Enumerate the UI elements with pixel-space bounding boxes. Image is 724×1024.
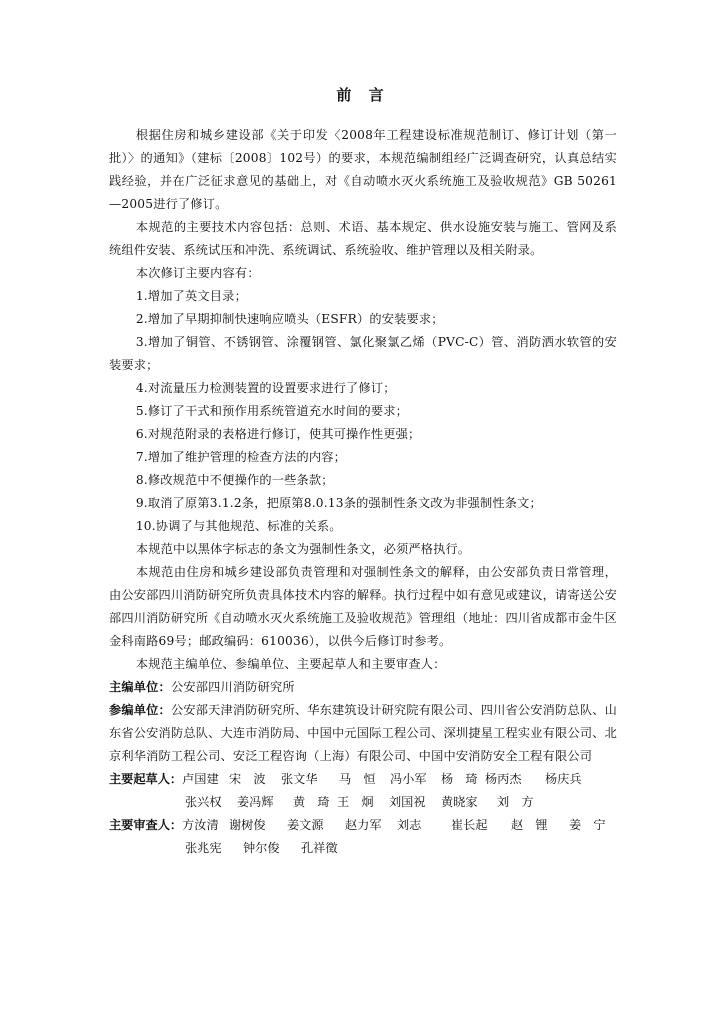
drafter-name: 张文华: [281, 772, 318, 786]
drafters-label-with-first: [109, 768, 229, 791]
chief-unit-label: 主编单位：: [109, 680, 171, 694]
page-title: 前 言: [336, 86, 390, 104]
paragraph-management: 本规范由住房和城乡建设部负责管理和对强制性条文的解释，由公安部负责日常管理，由公安部四川消防研究所负责具体技术内容的解释。执行过程中如有意见或建议，请寄送公安部四川消防研究所《自动喷水灭火系统施工及验收规范》管理组（地址：四川省成都市金牛区金科南路69号；邮政编码：610036），以供今后修订时参考。: [109, 565, 617, 648]
drafter-name: 张兴权: [185, 795, 222, 809]
revision-item: 1.增加了英文目录；: [135, 289, 247, 303]
paragraph-basis: 根据住房和城乡建设部《关于印发〈2008年工程建设标准规范制订、修订计划（第一批）〉的通知》（建标〔2008〕102号）的要求，本规范编制组经广泛调查研究，认真总结实践经验，并在广泛征求意见的基础上，对《自动喷水灭火系统施工及验收规范》GB 50261—2005进行了修订。: [109, 128, 617, 211]
revision-item: 9.取消了原第3.1.2条，把原第8.0.13条的强制性条文改为非强制性条文；: [135, 496, 542, 510]
revision-item: 2.增加了早期抑制快速响应喷头（ESFR）的安装要求；: [135, 312, 444, 326]
reviewer-name: 孔祥徵: [301, 841, 338, 855]
reviewers-label-with-first: [109, 814, 229, 837]
drafters-label: 主要起草人：: [109, 772, 183, 786]
reviewer-name: 姜 宁: [569, 818, 606, 832]
preface-page: [109, 84, 617, 860]
reviewer-name: 方汝清: [182, 818, 219, 832]
drafter-name: 王 炯: [337, 795, 374, 809]
reviewers-label: 主要审查人：: [109, 818, 183, 832]
participating-units: 公安部天津消防研究所、华东建筑设计研究院有限公司、四川省公安消防总队、山东省公安消防总队、大连市消防局、中国中元国际工程公司、深圳捷星工程实业有限公司、北京利华消防工程公司、安泛工程咨询（上海）有限公司、中国中安消防安全工程有限公司: [109, 703, 617, 763]
reviewer-name: 钟尔俊: [243, 841, 280, 855]
drafter-name: 刘国祝: [389, 795, 426, 809]
chief-unit: 公安部四川消防研究所: [170, 680, 295, 694]
revision-item: 8.修改规范中不便操作的一些条款；: [135, 473, 334, 487]
reviewer-name: 崔长起: [451, 818, 488, 832]
revision-item: 3.增加了铜管、不锈钢管、涂覆钢管、氯化聚氯乙烯（PVC-C）管、消防洒水软管的安装要求；: [109, 335, 617, 372]
drafter-name: 卢国建: [182, 772, 219, 786]
drafter-name: 冯小军: [390, 772, 427, 786]
paragraph-roster-intro: 本规范主编单位、参编单位、主要起草人和主要审查人：: [135, 657, 446, 671]
chief-unit-line: [109, 676, 617, 699]
participating-units-line: [109, 699, 617, 768]
drafter-name: 马 恒: [339, 772, 376, 786]
drafter-name: 杨庆兵: [545, 772, 582, 786]
paragraph-content: 本规范的主要技术内容包括：总则、术语、基本规定、供水设施安装与施工、管网及系统组件安装、系统试压和冲洗、系统调试、系统验收、维护管理以及相关附录。: [109, 220, 617, 257]
reviewer-name: 谢树俊: [229, 818, 266, 832]
reviewer-name: 张兆宪: [185, 841, 222, 855]
reviewer-name: 姜文源: [287, 818, 324, 832]
revision-item: 6.对规范附录的表格进行修订，使其可操作性更强；: [135, 427, 421, 441]
drafter-name: 黄晓家: [441, 795, 478, 809]
reviewers-row: [109, 814, 617, 837]
drafter-name: 宋 波: [229, 772, 266, 786]
drafters-row-continued: [109, 791, 617, 814]
revision-item: 5.修订了干式和预作用系统管道充水时间的要求；: [135, 404, 408, 418]
revision-item: 7.增加了维护管理的检查方法的内容；: [135, 450, 347, 464]
reviewer-name: 赵力军: [345, 818, 382, 832]
participating-label: 参编单位：: [109, 703, 171, 717]
paragraph-revisions-intro: 本次修订主要内容有：: [135, 266, 260, 280]
drafter-name: 杨 琦: [441, 772, 478, 786]
revision-item: 4.对流量压力检测装置的设置要求进行了修订；: [135, 381, 396, 395]
reviewers-row-continued: [109, 837, 617, 860]
paragraph-mandatory: 本规范中以黑体字标志的条文为强制性条文，必须严格执行。: [135, 542, 471, 556]
revision-item: 10.协调了与其他规范、标准的关系。: [135, 519, 342, 533]
drafter-name: 黄 琦: [293, 795, 330, 809]
drafter-name: 刘 方: [497, 795, 534, 809]
reviewer-name: 赵 锂: [511, 818, 548, 832]
drafter-name: 杨丙杰: [485, 772, 522, 786]
drafters-row: [109, 768, 617, 791]
drafter-name: 姜冯辉: [237, 795, 274, 809]
reviewer-name: 刘志: [397, 818, 422, 832]
